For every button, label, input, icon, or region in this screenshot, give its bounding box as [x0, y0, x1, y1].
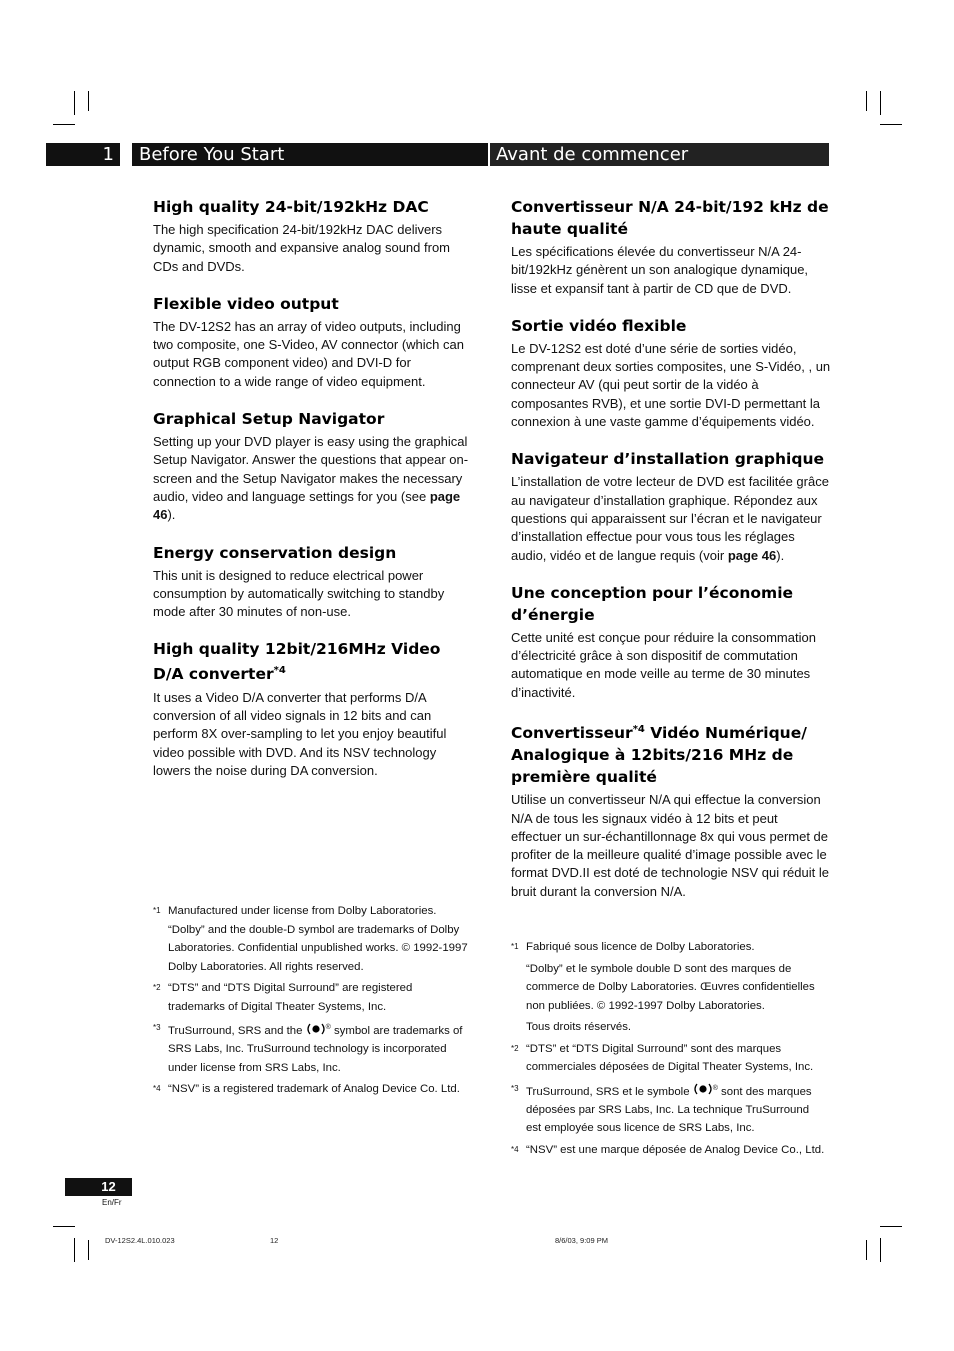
footnote-mark: *1 [511, 942, 519, 951]
section-body [511, 473, 831, 564]
section-body: Les spécifications élevée du convertisseur N/A 24-bit/192kHz génèrent un son analogique dynamique, lisse et expansif tant à partir de CD que de DVD. [511, 244, 809, 296]
footnote-mark: *3 [511, 1083, 519, 1093]
page-number-box [65, 1178, 132, 1196]
file-id: DV-12S2.4L.010.023 [105, 1236, 175, 1245]
section-body-end: ). [167, 507, 176, 523]
section-body-end: ). [776, 547, 785, 563]
crop-mark [880, 1238, 881, 1262]
french-column [511, 196, 831, 918]
footnote-continuation: Tous droits réservés. [526, 1021, 632, 1033]
footnote-mark: *1 [153, 906, 161, 915]
section-heading: Graphical Setup Navigator [153, 410, 385, 429]
chapter-number-text: 1 [102, 144, 114, 165]
footnote-mark: *2 [511, 1043, 519, 1053]
french-footnotes [511, 938, 827, 1162]
section-heading: Navigateur d’installation graphique [511, 450, 824, 469]
footnote-text: TruSurround, SRS and the [168, 1024, 306, 1037]
footnote-text-end: sont des marques déposées par SRS Labs, Inc. La technique TruSurround est employée sous licence de SRS Labs, Inc. [526, 1085, 812, 1135]
crop-mark [880, 1226, 902, 1227]
footnote: *3 TruSurround, SRS and the ® symbol are trademarks of SRS Labs, Inc. TruSurround technology is incorporated under license from SRS Labs, Inc. [153, 1019, 471, 1077]
english-column [153, 196, 471, 797]
section-heading: Flexible video output [153, 294, 339, 313]
footnote-text: TruSurround, SRS et le symbole [526, 1085, 693, 1098]
chapter-title-fr [490, 143, 829, 166]
footnote [511, 1141, 827, 1160]
section-heading-rest: Vidéo Numérique/ Analogique à 12bits/216 MHz de première qualité [511, 724, 807, 787]
section-heading-text: High quality 12bit/216MHz Video D/A converter [153, 640, 441, 684]
chapter-title-en [132, 143, 488, 166]
footnote-continuation: “Dolby” et le symbole double D sont des marques de commerce de Dolby Laboratories. Œuvres confidentielles non publiées. © 1992-1997 Dolby Laboratories. [526, 962, 815, 1012]
crop-mark [866, 91, 867, 111]
section-heading [153, 638, 471, 685]
footnote-ref: *4 [632, 724, 645, 736]
footnote-mark: *2 [153, 983, 161, 992]
crop-mark [53, 1226, 75, 1227]
section-body: Utilise un convertisseur N/A qui effectue la conversion N/A de tous les signaux vidéo à 12 bits et peut effectuer un sur-échantillonnage 8x qui vous permet de profiter de la meilleure qualité d’image possible avec le format DVD.II est doté de technologie NSV qui réduit le bruit durant la conversion N/A. [511, 792, 829, 899]
footnote-mark: *3 [153, 1023, 161, 1032]
footnote [153, 979, 471, 1016]
section-body: The DV-12S2 has an array of video outputs, including two composite, one S-Video, AV connector (which can output RGB component video) and DVI-D for connection to a wide range of video equipment. [153, 318, 464, 389]
footnote-ref: *4 [273, 665, 286, 677]
section-heading: Convertisseur N/A 24-bit/192 kHz de haute qualité [511, 198, 829, 238]
section-body-text: Setting up your DVD player is easy using the graphical Setup Navigator. Answer the questions that appear on-screen and the Setup Navigator makes the necessary audio, video and language settings for you (see [153, 434, 469, 504]
footnote: *3 TruSurround, SRS et le symbole ® sont des marques déposées par SRS Labs, Inc. La technique TruSurround est employée sous licence de SRS Labs, Inc. [511, 1080, 827, 1138]
footnote-text: “DTS” et “DTS Digital Surround” sont des marques commerciales déposées de Digital Theater Systems, Inc. [526, 1042, 814, 1073]
footnote-text: “NSV” est une marque déposée de Analog Device Co., Ltd. [526, 1143, 825, 1156]
footnote-text: “DTS” and “DTS Digital Surround” are registered trademarks of Digital Theater Systems, Inc. [168, 982, 413, 1013]
section-body [153, 433, 471, 524]
section-body: Le DV-12S2 est doté d’une série de sorties vidéo, comprenant deux sorties composites, une S-Vidéo, , un connecteur AV (qui peut sortir de la vidéo à composantes RVB), et une sortie DVI-D permettant la connexion à une vaste gamme d’équipements vidéo. [511, 340, 831, 430]
chapter-title-en-text: Before You Start [139, 144, 285, 165]
print-datetime: 8/6/03, 9:09 PM [555, 1236, 608, 1245]
section-heading: Une conception pour l’économie d’énergie [511, 583, 794, 624]
chapter-title-fr-text: Avant de commencer [496, 144, 689, 165]
section-body-text: L’installation de votre lecteur de DVD est facilitée grâce au navigateur d’installation graphique. Répondez aux questions qui apparaissent sur l’écran et le navigateur d’installation effectue pour vous tous les réglages audio, vidéo et de langue requis (voir [511, 474, 829, 563]
section-heading: Energy conservation design [153, 543, 397, 562]
section-body: Cette unité est conçue pour réduire la consommation d’électricité grâce à son dispositif de commutation automatique en mode veille au terme de 30 minutes d’inactivité. [511, 629, 816, 700]
crop-mark [88, 91, 89, 111]
chapter-number [46, 143, 120, 166]
footnote-mark: *4 [511, 1144, 519, 1154]
crop-mark [53, 124, 75, 125]
footnote-mark: *4 [153, 1084, 161, 1094]
footnote-text: Manufactured under license from Dolby Laboratories. “Dolby” and the double-D symbol are trademarks of Dolby Laboratories. Confidential unpublished works. © 1992-1997 Dolby Laboratories. All rights reserved. [168, 905, 468, 973]
section-body: The high specification 24-bit/192kHz DAC delivers dynamic, smooth and expansive analog sound from CDs and DVDs. [153, 222, 451, 274]
crop-mark [880, 124, 902, 125]
section-heading [511, 719, 831, 788]
section-heading: Sortie vidéo flexible [511, 316, 687, 335]
footnote-text: “NSV” is a registered trademark of Analog Device Co. Ltd. [168, 1083, 460, 1096]
crop-mark [866, 1240, 867, 1260]
crop-mark [74, 91, 75, 115]
footnote [153, 902, 471, 976]
footnote [511, 1040, 827, 1077]
section-heading: High quality 24-bit/192kHz DAC [153, 198, 429, 216]
footnote [153, 1080, 471, 1099]
page-reference: page 46 [153, 488, 461, 523]
section-body: It uses a Video D/A converter that performs D/A conversion of all video signals in 12 bits and can perform 8X over-sampling to let you enjoy beautiful video possible with DVD. And its NSV technology lowers the noise during DA conversion. [153, 689, 447, 778]
srs-logo-icon [693, 1083, 713, 1095]
page-reference: page 46 [727, 547, 777, 563]
english-footnotes [153, 902, 471, 1102]
crop-mark [88, 1240, 89, 1260]
section-body: This unit is designed to reduce electrical power consumption by automatically switching to standby mode after 30 minutes of non-use. [153, 567, 445, 620]
page-number: 12 [101, 1179, 116, 1194]
srs-logo-icon [306, 1023, 326, 1035]
page-language: En/Fr [102, 1198, 122, 1207]
footnote [511, 938, 827, 1037]
crop-mark [880, 91, 881, 115]
footnote-text-end: symbol are trademarks of SRS Labs, Inc. TruSurround technology is incorporated under license from SRS Labs, Inc. [168, 1024, 463, 1074]
section-heading-text: Convertisseur [511, 724, 633, 743]
footnote-text: Fabriqué sous licence de Dolby Laboratories. [526, 941, 755, 953]
crop-mark [74, 1238, 75, 1262]
sheet-number: 12 [270, 1236, 279, 1245]
